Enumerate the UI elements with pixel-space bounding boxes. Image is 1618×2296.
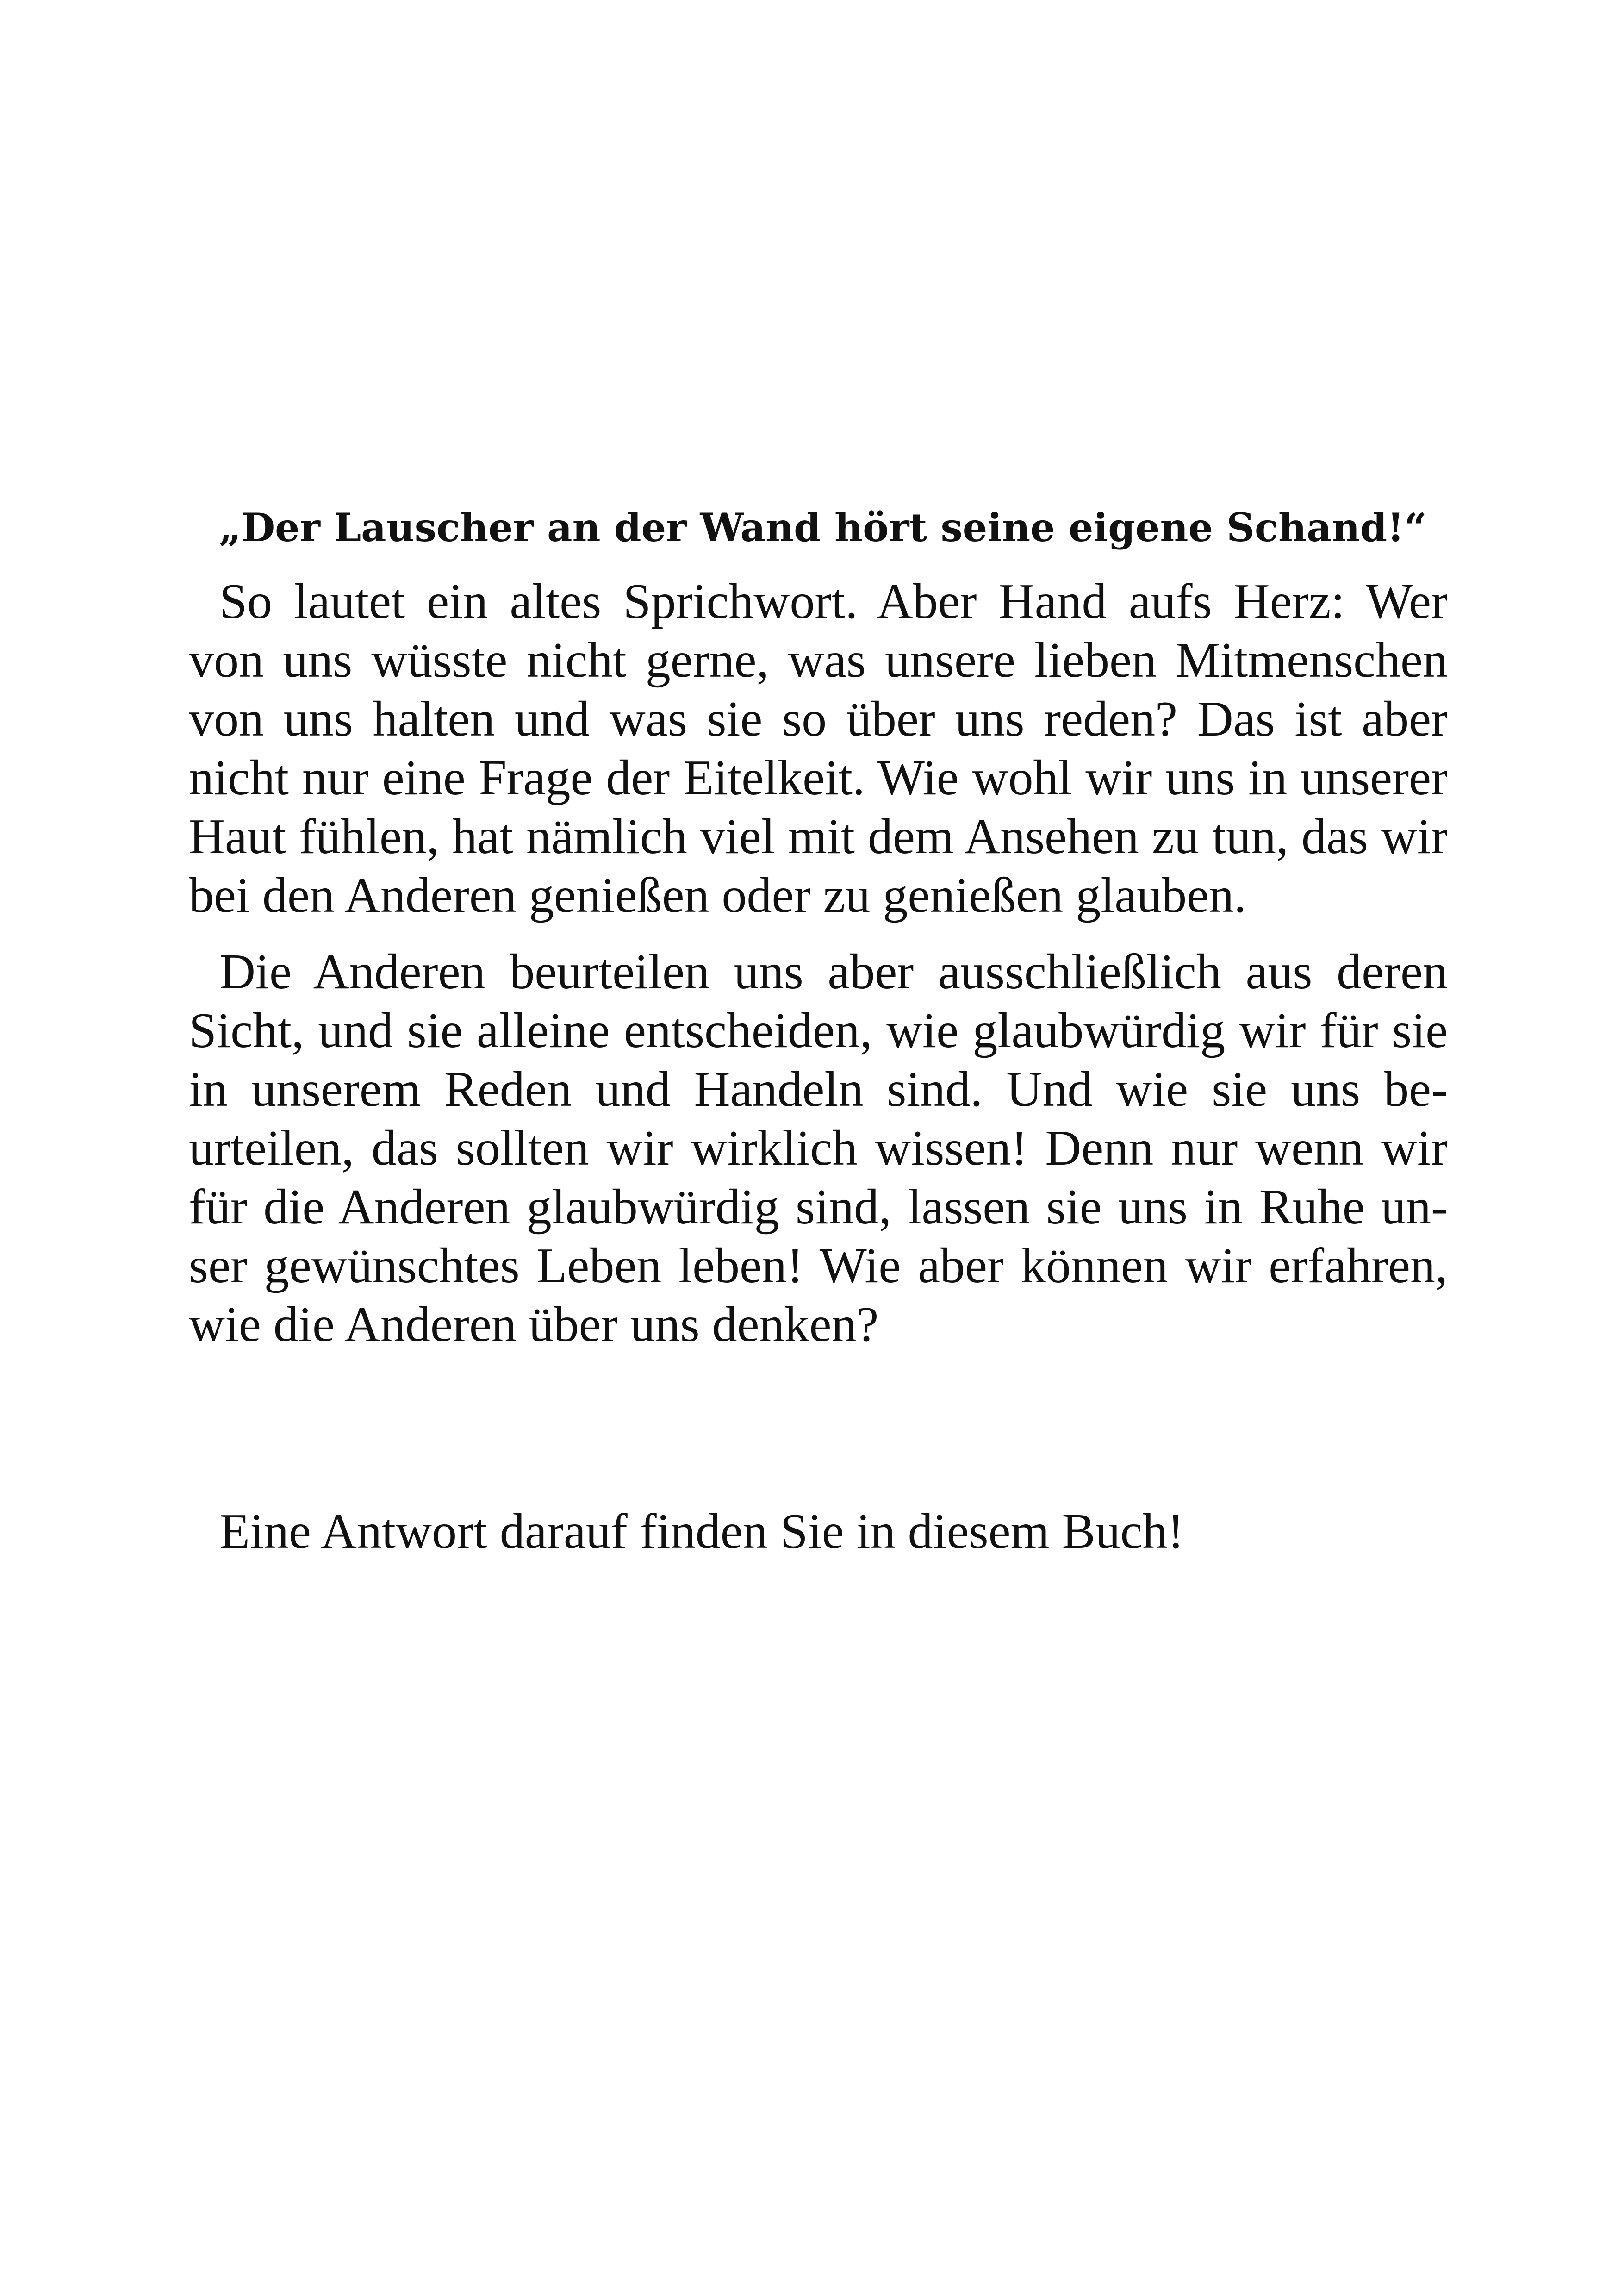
text-block bbox=[189, 463, 1448, 1372]
page-heading: „Der Lauscher an der Wand hört seine eigene Schand!“ bbox=[219, 505, 1427, 550]
paragraph-2: Die Anderen beurteilen uns aber ausschließlich aus deren Sicht, und sie alleine entscheiden, wie glaubwürdig wir für sie in unserem Reden und Handeln sind. Und wie sie uns beurteilen, das sollten wir wirklich wissen! Denn nur wenn wir für die Anderen glaubwürdig sind, lassen sie uns in Ruhe unser gewünschtes Leben leben! Wie aber können wir erfahren, wie die Anderen über uns denken? bbox=[189, 944, 1448, 1352]
paragraph-1: So lautet ein altes Sprichwort. Aber Hand aufs Herz: Wer von uns wüsste nicht gerne, was unsere lieben Mitmenschen von uns halten und was sie so über uns reden? Das ist aber nicht nur eine Frage der Eitelkeit. Wie wohl wir uns in unserer Haut fühlen, hat nämlich viel mit dem Ansehen zu tun, das wir bei den Anderen genießen oder zu genießen glauben. bbox=[189, 574, 1448, 923]
closing-line: Eine Antwort darauf finden Sie in diesem Buch! bbox=[219, 1504, 1184, 1559]
